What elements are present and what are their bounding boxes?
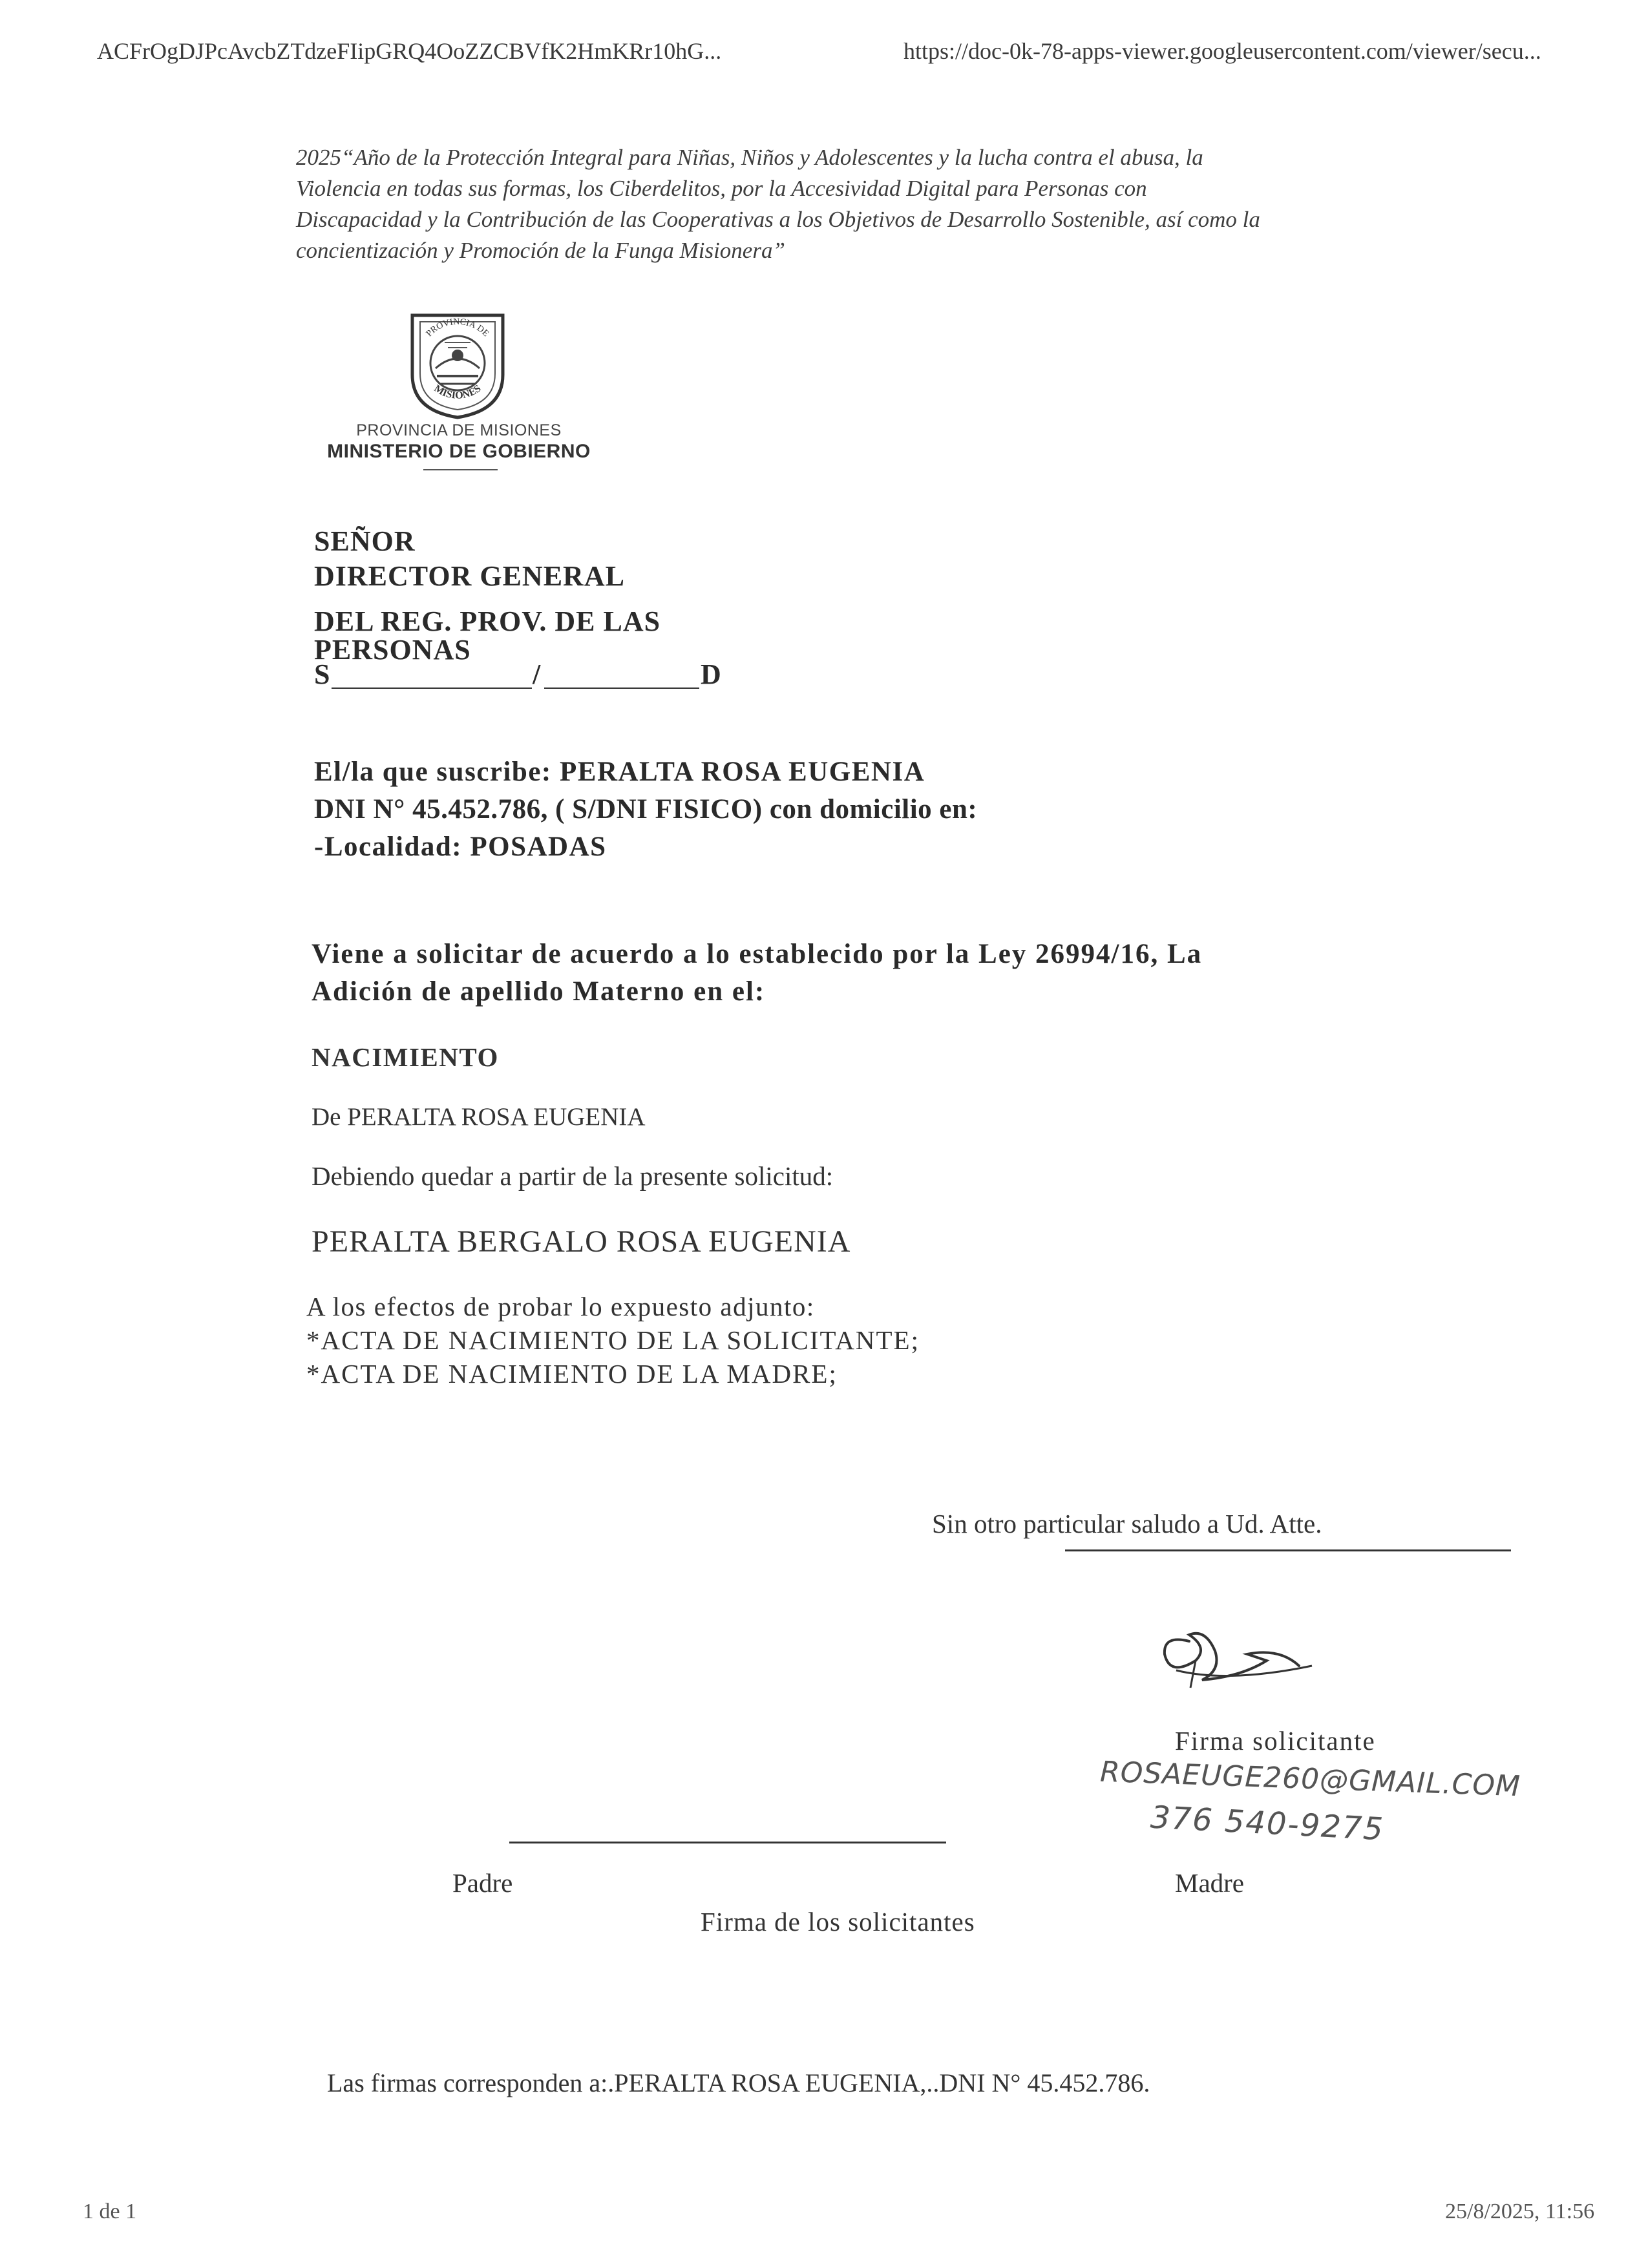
attachment-item: *ACTA DE NACIMIENTO DE LA SOLICITANTE; xyxy=(306,1325,920,1355)
act-type: NACIMIENTO xyxy=(312,1042,499,1072)
closing-greeting: Sin otro particular saludo a Ud. Atte. xyxy=(932,1509,1322,1538)
motto-line: Violencia en todas sus formas, los Ciberdelitos, por la Accesividad Digital para Personas con xyxy=(296,176,1147,201)
sd-slash: / xyxy=(533,658,542,690)
mother-label: Madre xyxy=(1175,1868,1245,1898)
resulting-name: PERALTA BERGALO ROSA EUGENIA xyxy=(312,1224,851,1259)
parents-signature-line xyxy=(509,1842,946,1843)
applicant-name-line: El/la que suscribe: PERALTA ROSA EUGENIA xyxy=(314,757,925,787)
applicant-signature xyxy=(1150,1615,1318,1699)
act-of-person: De PERALTA ROSA EUGENIA xyxy=(312,1103,646,1131)
seal-top-text: PROVINCIA DE xyxy=(424,317,491,339)
motto-line: concientización y Promoción de la Funga Misionera” xyxy=(296,238,785,263)
request-line: Adición de apellido Materno en el: xyxy=(312,976,766,1007)
ministry-name: MINISTERIO DE GOBIERNO xyxy=(327,441,591,462)
request-line: Viene a solicitar de acuerdo a lo establecido por la Ley 26994/16, La xyxy=(312,939,1203,969)
addressee-line: DIRECTOR GENERAL xyxy=(314,560,625,592)
document-id: ACFrOgDJPcAvcbZTdzeFIipGRQ4OoZZCBVfK2HmKRr10hG... xyxy=(97,38,722,64)
handwritten-phone: 376 540-9275 xyxy=(1149,1799,1386,1848)
closing-rule xyxy=(1065,1549,1511,1551)
signatures-statement: Las firmas corresponden a:.PERALTA ROSA EUGENIA,..DNI N° 45.452.786. xyxy=(327,2068,1150,2097)
ministry-underline xyxy=(423,469,498,470)
svg-text:MISIONES xyxy=(432,383,483,401)
print-datetime: 25/8/2025, 11:56 xyxy=(1445,2200,1595,2223)
addressee-line: SEÑOR xyxy=(314,525,416,557)
parents-signature-label: Firma de los solicitantes xyxy=(701,1907,975,1937)
sd-underline-left xyxy=(332,688,532,689)
attachment-item: *ACTA DE NACIMIENTO DE LA MADRE; xyxy=(306,1359,838,1389)
father-label: Padre xyxy=(452,1868,513,1898)
addressee-line: PERSONAS xyxy=(314,634,471,666)
source-url: https://doc-0k-78-apps-viewer.googleusercontent.com/viewer/secu... xyxy=(903,38,1541,64)
motto-line: Discapacidad y la Contribución de las Cooperativas a los Objetivos de Desarrollo Sostenible, así como la xyxy=(296,207,1260,232)
applicant-signature-label: Firma solicitante xyxy=(1175,1726,1376,1756)
motto-line: 2025“Año de la Protección Integral para Niñas, Niños y Adolescentes y la lucha contra el abusa, la xyxy=(296,145,1203,170)
addressee-line: DEL REG. PROV. DE LAS xyxy=(314,605,661,637)
sd-underline-right xyxy=(544,688,699,689)
official-motto xyxy=(296,142,1260,266)
seal-bottom-text: MISIONES xyxy=(432,383,483,401)
sd-d: D xyxy=(701,658,722,690)
sd-s: S xyxy=(314,658,331,690)
applicant-locality-line: -Localidad: POSADAS xyxy=(314,832,607,862)
resulting-name-label: Debiendo quedar a partir de la presente solicitud: xyxy=(312,1161,834,1191)
applicant-dni-line: DNI N° 45.452.786, ( S/DNI FISICO) con domicilio en: xyxy=(314,794,978,824)
handwritten-email: ROSAEUGE260@GMAIL.COM xyxy=(1099,1755,1521,1803)
province-name: PROVINCIA DE MISIONES xyxy=(356,421,562,439)
province-seal-icon xyxy=(399,304,516,420)
page-count: 1 de 1 xyxy=(83,2200,137,2223)
attachments-intro: A los efectos de probar lo expuesto adjunto: xyxy=(306,1292,815,1321)
